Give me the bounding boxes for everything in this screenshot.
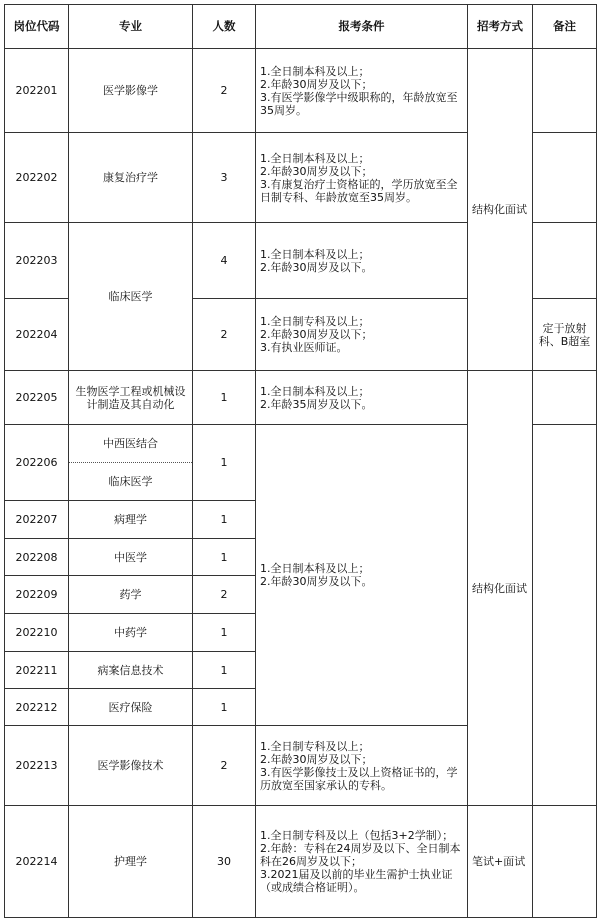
condition-line: 1.全日制专科及以上； [260, 315, 370, 328]
condition-line: 1.全日制专科及以上； [260, 739, 370, 753]
note-empty [533, 371, 597, 425]
major: 药学 [69, 576, 193, 614]
note-empty [533, 133, 597, 223]
post-code: 202213 [5, 726, 69, 806]
note-empty [533, 425, 597, 806]
headcount: 1 [193, 689, 256, 726]
major: 病案信息技术 [69, 652, 193, 689]
header-major: 专业 [69, 5, 193, 49]
condition-line: 2.年龄30周岁及以下。 [260, 575, 373, 588]
headcount: 1 [193, 539, 256, 576]
post-code: 202210 [5, 614, 69, 652]
post-code: 202204 [5, 299, 69, 371]
header-note: 备注 [533, 5, 597, 49]
conditions [256, 806, 468, 918]
conditions [256, 133, 468, 223]
condition-line: 1.全日制本科及以上； [260, 151, 370, 165]
post-code: 202205 [5, 371, 69, 425]
headcount: 1 [193, 425, 256, 501]
condition-line: 1.全日制本科及以上； [260, 247, 370, 261]
headcount: 2 [193, 726, 256, 806]
post-code: 202212 [5, 689, 69, 726]
headcount: 2 [193, 49, 256, 133]
shared-conditions [256, 425, 468, 726]
conditions [256, 223, 468, 299]
recruitment-table [4, 4, 597, 918]
major: 医学影像学 [69, 49, 193, 133]
method-structured-a: 结构化面试 [468, 49, 533, 371]
method-structured-b: 结构化面试 [468, 371, 533, 806]
post-code: 202207 [5, 501, 69, 539]
condition-line: 2.年龄30周岁及以下； [260, 328, 373, 341]
headcount: 1 [193, 614, 256, 652]
table-row [5, 806, 597, 918]
table-row [5, 49, 597, 133]
post-code: 202209 [5, 576, 69, 614]
condition-line: 2.年龄30周岁及以下； [260, 77, 373, 91]
header-conditions: 报考条件 [256, 5, 468, 49]
post-code: 202202 [5, 133, 69, 223]
headcount: 1 [193, 652, 256, 689]
major: 护理学 [69, 806, 193, 918]
major: 中药学 [69, 614, 193, 652]
post-code: 202203 [5, 223, 69, 299]
condition-line: 1.全日制本科及以上； [260, 562, 370, 575]
condition-line: 3.2021届及以前的毕业生需护士执业证（或成绩合格证明）。 [260, 868, 453, 894]
condition-line: 2.年龄：专科在24周岁及以下、全日制本科在26周岁及以下； [260, 842, 461, 868]
condition-line: 1.全日制本科及以上； [260, 384, 370, 398]
headcount: 30 [193, 806, 256, 918]
major: 临床医学 [69, 463, 193, 501]
condition-line: 1.全日制专科及以上（包括3+2学制）； [260, 829, 454, 842]
table-row [5, 371, 597, 425]
note-empty [533, 49, 597, 133]
post-code: 202201 [5, 49, 69, 133]
major: 康复治疗学 [69, 133, 193, 223]
major: 生物医学工程或机械设计制造及其自动化 [69, 371, 193, 425]
major: 中医学 [69, 539, 193, 576]
post-code: 202206 [5, 425, 69, 501]
condition-line: 2.年龄30周岁及以下； [260, 164, 373, 178]
condition-line: 3.有执业医师证。 [260, 341, 348, 354]
major: 医疗保险 [69, 689, 193, 726]
header-method: 招考方式 [468, 5, 533, 49]
conditions [256, 299, 468, 371]
headcount: 2 [193, 576, 256, 614]
condition-line: 2.年龄30周岁及以下； [260, 752, 373, 766]
method-written-interview: 笔试+面试 [468, 806, 533, 918]
condition-line: 3.有医学影像学中级职称的，年龄放宽至35周岁。 [260, 90, 458, 117]
conditions [256, 371, 468, 425]
header-row [5, 5, 597, 49]
headcount: 4 [193, 223, 256, 299]
major: 病理学 [69, 501, 193, 539]
condition-line: 3.有康复治疗士资格证的，学历放宽至全日制专科、年龄放宽至35周岁。 [260, 177, 458, 204]
condition-line: 2.年龄35周岁及以下。 [260, 397, 373, 411]
condition-line: 2.年龄30周岁及以下。 [260, 260, 373, 274]
note-empty [533, 223, 597, 299]
headcount: 2 [193, 299, 256, 371]
headcount: 1 [193, 371, 256, 425]
major: 中西医结合 [69, 425, 193, 463]
post-code: 202208 [5, 539, 69, 576]
headcount: 3 [193, 133, 256, 223]
major: 医学影像技术 [69, 726, 193, 806]
post-code: 202214 [5, 806, 69, 918]
conditions [256, 49, 468, 133]
major: 临床医学 [69, 223, 193, 371]
condition-line: 3.有医学影像技士及以上资格证书的，学历放宽至国家承认的专科。 [260, 765, 458, 792]
header-count: 人数 [193, 5, 256, 49]
condition-line: 1.全日制本科及以上； [260, 64, 370, 78]
post-code: 202211 [5, 652, 69, 689]
note-empty [533, 806, 597, 918]
headcount: 1 [193, 501, 256, 539]
header-code: 岗位代码 [5, 5, 69, 49]
note-radiology: 定于放射科、B超室 [533, 299, 597, 371]
conditions [256, 726, 468, 806]
